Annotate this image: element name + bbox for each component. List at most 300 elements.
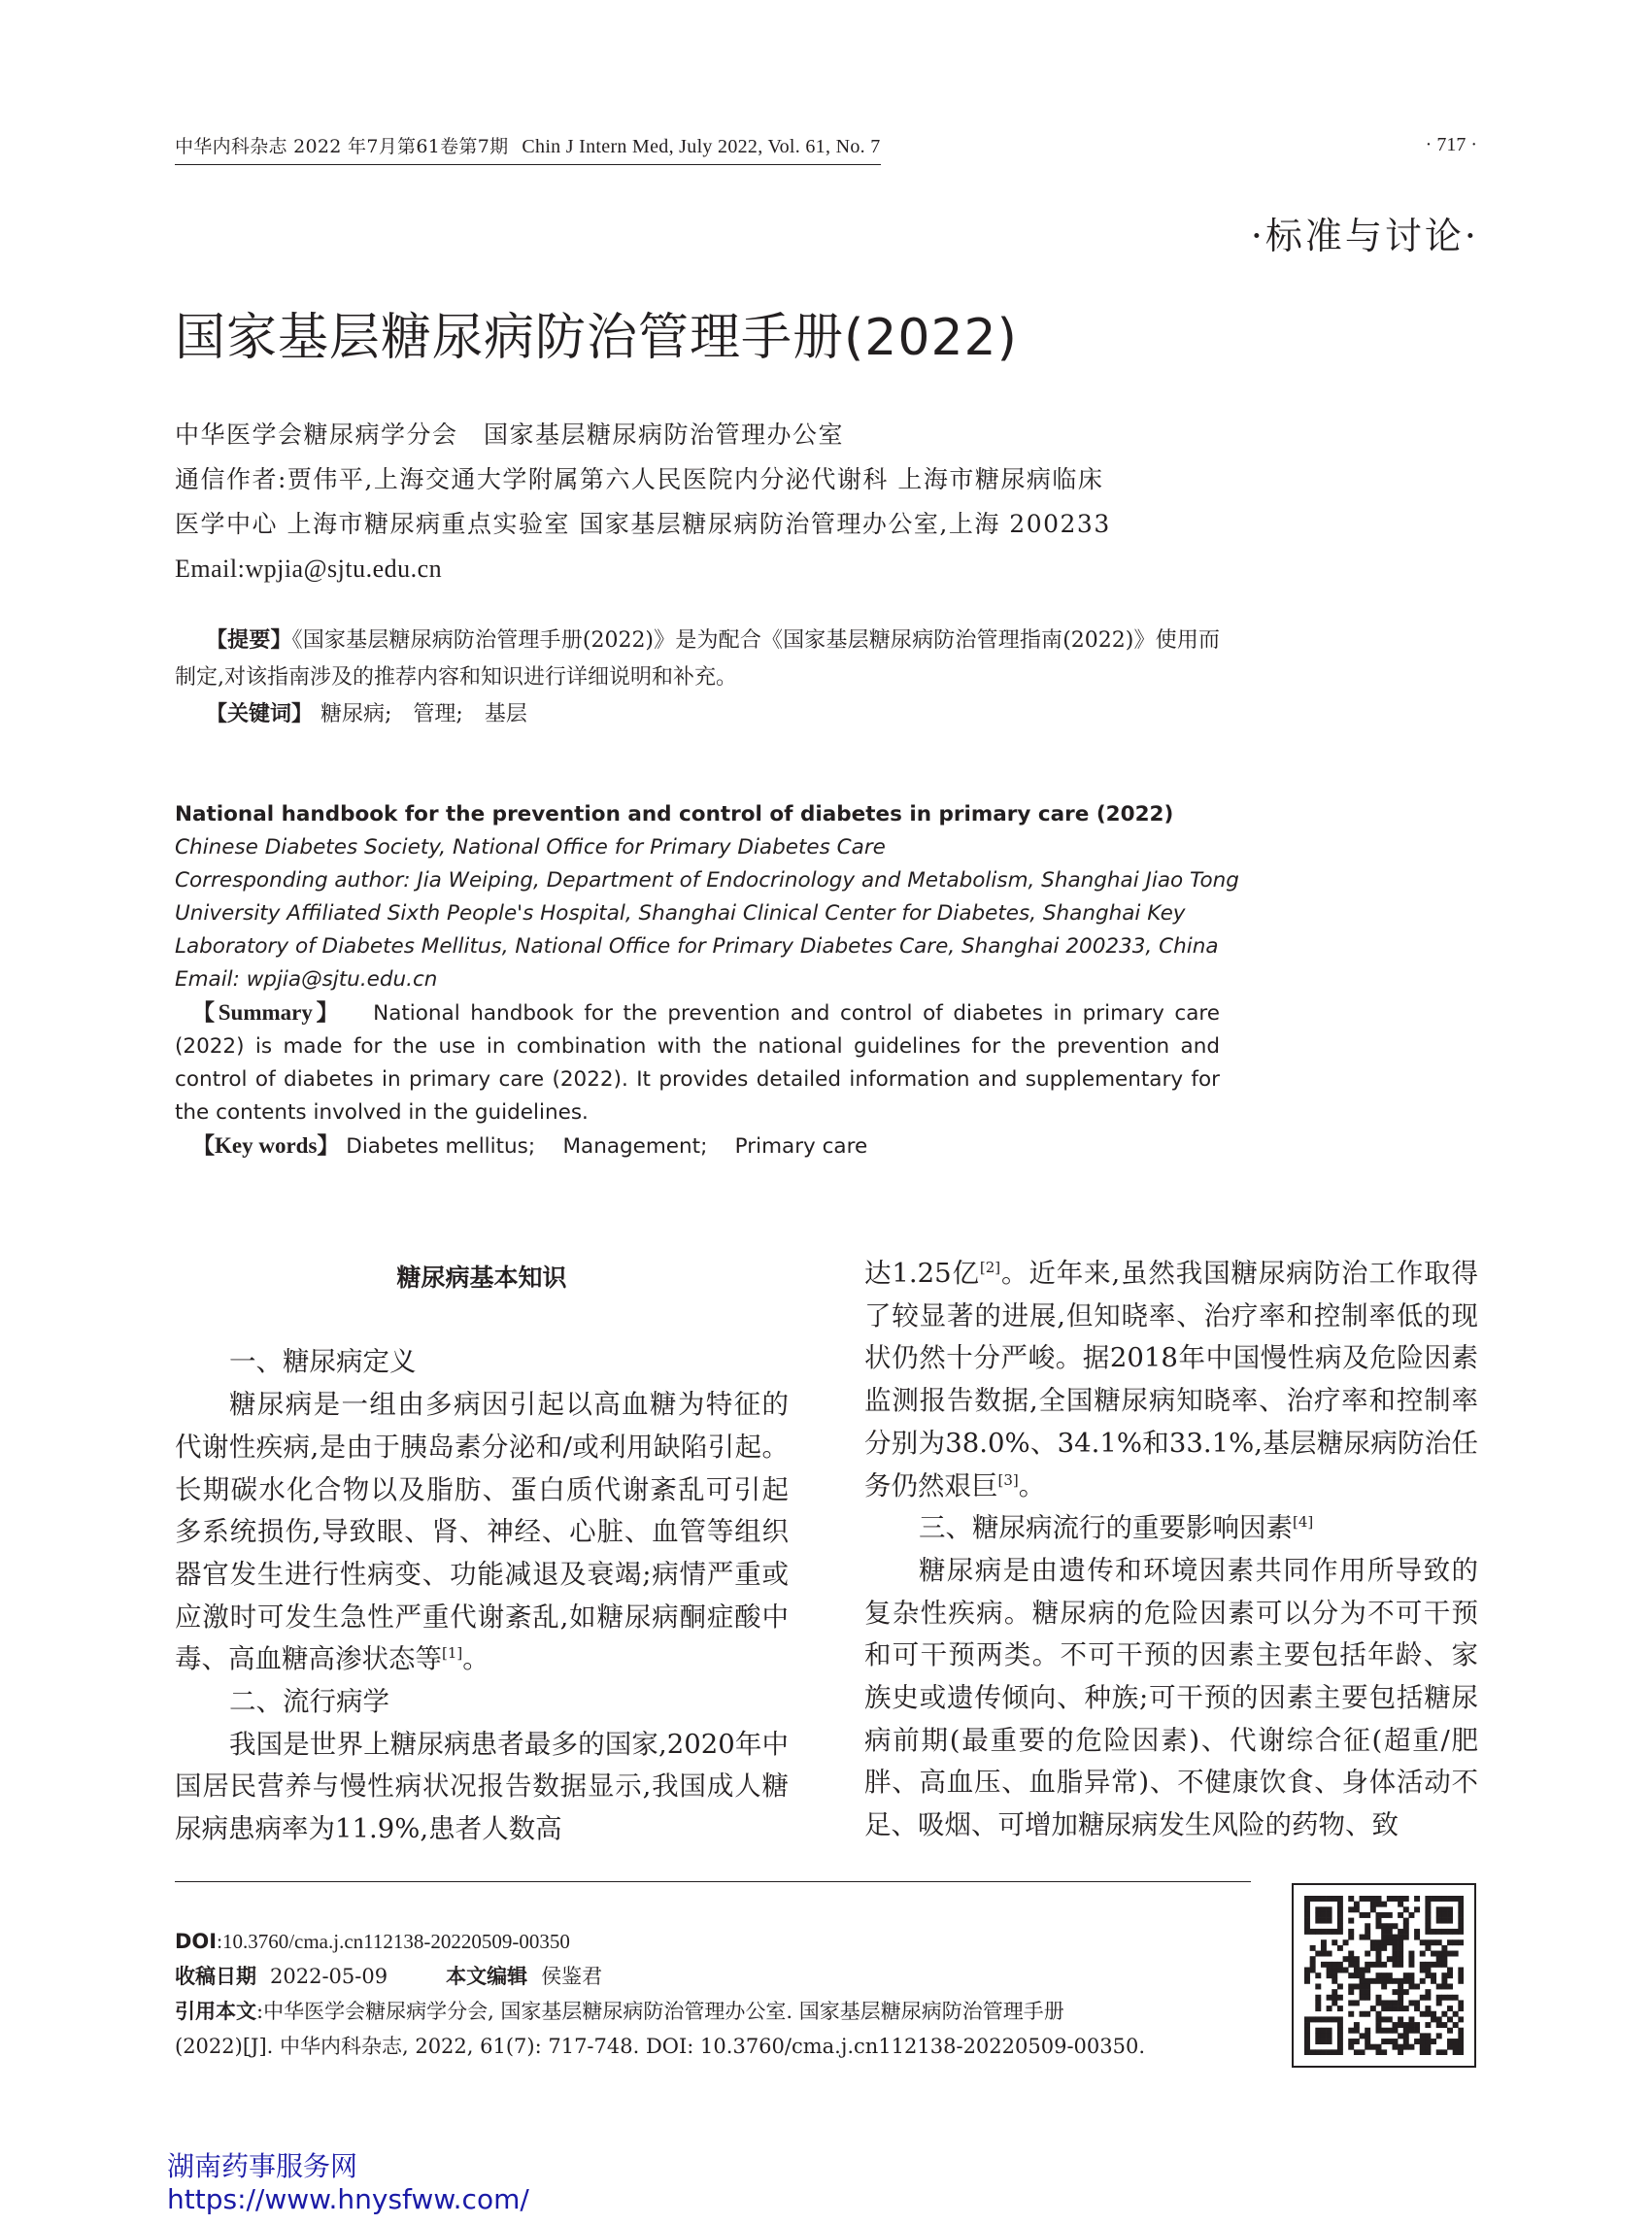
qr-module [1431,1896,1436,1902]
watermark-site-name[interactable]: 湖南药事服务网 [167,2150,358,2182]
qr-module [1398,1929,1403,1935]
qr-module [1436,1896,1442,1902]
qr-module [1392,1962,1398,1968]
qr-module [1354,1962,1360,1968]
qr-module [1436,1995,1442,2001]
qr-module [1315,1912,1321,1918]
qr-module [1354,1983,1360,1989]
qr-module [1381,2006,1387,2011]
abstract-en [175,798,1239,1163]
body-right-column [864,1253,1478,1847]
qr-module [1315,1918,1321,1924]
qr-module [1321,1939,1327,1945]
paragraph-definition [175,1384,789,1681]
qr-module [1348,1906,1354,1912]
qr-module [1436,2022,1442,2028]
qr-module [1408,1972,1414,1978]
qr-module [1365,2011,1370,2017]
qr-module [1420,1939,1426,1945]
qr-module [1441,1951,1447,1957]
watermark-url[interactable]: https://www.hnysfww.com/ [167,2183,529,2215]
qr-module [1447,1983,1453,1989]
qr-module [1321,2049,1327,2055]
qr-module [1376,2016,1382,2022]
qr-module [1431,2016,1436,2022]
qr-module [1310,1968,1316,1973]
paragraph-definition-text: 糖尿病是一组由多病因引起以高血糖为特征的代谢性疾病,是由于胰岛素分泌和/或利用缺陷引起。长期碳水化合物以及脂肪、蛋白质代谢紊乱可引起多系统损伤,导致眼、肾、神经、心脏、血管等组织器官发生进行性病变、功能减退及衰竭;病情严重或应激时可发生急性严重代谢紊乱,如糖尿病酮症酸中毒、高血糖高渗状态等 [175,1389,789,1675]
qr-module [1420,1978,1426,1984]
qr-module [1398,1995,1403,2001]
qr-module [1315,1983,1321,1989]
qr-module [1441,1912,1447,1918]
qr-module [1425,2022,1431,2028]
qr-module [1310,1929,1316,1935]
english-corr-line1: Corresponding author: Jia Weiping, Department of Endocrinology and Metabolism, Shanghai Jiao Tong [175,868,1239,893]
qr-module [1337,1923,1343,1929]
qr-module [1453,2022,1459,2028]
keywords-en [175,1129,1220,1163]
qr-module [1360,2049,1365,2055]
english-corr-line3: Laboratory of Diabetes Mellitus, National Office for Primary Diabetes Care, Shanghai 200233, China [175,934,1219,959]
summary-cn [175,623,1220,696]
qr-module [1315,1896,1321,1902]
qr-module [1381,1962,1387,1968]
subsection-risk-factors-text: 三、糖尿病流行的重要影响因素 [919,1512,1293,1544]
received-line [175,1959,1253,1994]
cite-label: 引用本文 [175,2000,256,2023]
paragraph-epidemiology: 我国是世界上糖尿病患者最多的国家,2020年中国居民营养与慢性病状况报告数据显示,我国成人糖尿病患病率为11.9%,患者人数高 [175,1728,789,1845]
qr-module [1441,1995,1447,2001]
qr-module [1441,1972,1447,1978]
qr-module [1365,1989,1370,1995]
qr-module [1398,1962,1403,1968]
corresponding-author-line1: 通信作者:贾伟平,上海交通大学附属第六人民医院内分泌代谢科 上海市糖尿病临床 [175,465,1104,493]
qr-module [1332,1972,1337,1978]
qr-module [1436,1929,1442,1935]
qr-module [1304,2044,1310,2050]
received-value: 2022-05-09 [270,1965,388,1988]
qr-module [1403,2039,1409,2044]
qr-module [1321,2016,1327,2022]
qr-module [1304,2039,1310,2044]
qr-module [1441,1978,1447,1984]
qr-module [1403,1929,1409,1935]
qr-module [1381,2028,1387,2034]
qr-module [1436,1962,1442,1968]
qr-module [1403,1972,1409,1978]
qr-module [1370,1902,1376,1907]
qr-module [1387,1956,1393,1962]
qr-module [1458,2044,1464,2050]
qr-module [1387,1939,1393,1945]
qr-module [1392,2044,1398,2050]
qr-module [1381,1972,1387,1978]
qr-module [1315,2028,1321,2034]
qr-module [1365,1995,1370,2001]
qr-module [1387,1923,1393,1929]
paragraph-cont-mid: 。近年来,虽然我国糖尿病防治工作取得了较显著的进展,但知晓率、治疗率和控制率低的现状仍然十分严峻。据2018年中国慢性病及危险因素监测报告数据,全国糖尿病知晓率、治疗率和控制率分别为38.0%、34.1%和33.1%,基层糖尿病防治任务仍然艰巨 [864,1258,1478,1501]
qr-module [1453,2044,1459,2050]
qr-module [1332,2049,1337,2055]
qr-module [1436,2049,1442,2055]
qr-module [1370,1906,1376,1912]
qr-module [1447,2039,1453,2044]
watermark[interactable] [167,2150,529,2216]
qr-module [1381,1978,1387,1984]
qr-module [1425,1902,1431,1907]
qr-module [1458,1918,1464,1924]
qr-module [1348,1951,1354,1957]
qr-module [1327,2028,1332,2034]
qr-module [1327,1968,1332,1973]
qr-module [1381,2000,1387,2006]
qr-module [1387,2000,1393,2006]
qr-module [1387,2006,1393,2011]
qr-module [1321,1929,1327,1935]
qr-module [1376,1923,1382,1929]
qr-module [1403,2022,1409,2028]
qr-module [1348,1918,1354,1924]
qr-module [1376,2011,1382,2017]
qr-module [1447,1929,1453,1935]
qr-module [1365,1968,1370,1973]
qr-module [1360,1989,1365,1995]
qr-module [1453,2011,1459,2017]
doi-value: :10.3760/cma.j.cn112138-20220509-00350 [217,1930,570,1953]
editor-label: 本文编辑 [446,1965,528,1988]
qr-module [1321,1906,1327,1912]
qr-module [1420,2039,1426,2044]
qr-module [1425,2033,1431,2039]
qr-module [1408,2022,1414,2028]
received-label: 收稿日期 [175,1965,256,1988]
author-orgs: 中华医学会糖尿病学分会 国家基层糖尿病防治管理办公室 [175,421,845,449]
qr-module [1408,1956,1414,1962]
body-left-column [175,1257,789,1851]
qr-code-graphic [1304,1896,1464,2055]
summary-cn-tag: 【提要】 [206,628,292,653]
qr-module [1420,1968,1426,1973]
qr-module [1392,2028,1398,2034]
qr-module [1436,2016,1442,2022]
page-number: · 717 · [1425,134,1477,155]
qr-module [1348,1896,1354,1902]
qr-module [1387,1912,1393,1918]
qr-module [1348,1983,1354,1989]
qr-module [1343,1939,1349,1945]
qr-module [1458,1906,1464,1912]
qr-module [1414,2000,1420,2006]
summary-en-tag: 【Summary】 [192,1000,343,1025]
qr-module [1392,2039,1398,2044]
qr-module [1354,2022,1360,2028]
qr-module [1381,2049,1387,2055]
qr-module [1327,1896,1332,1902]
qr-module [1425,1995,1431,2001]
section-title: 糖尿病基本知识 [396,1264,567,1292]
qr-module [1398,1951,1403,1957]
qr-module [1447,2006,1453,2011]
qr-module [1381,1945,1387,1951]
qr-module [1425,1945,1431,1951]
qr-module [1354,1968,1360,1973]
qr-module [1332,1939,1337,1945]
qr-module [1447,2028,1453,2034]
qr-module [1337,1902,1343,1907]
qr-module [1332,1968,1337,1973]
qr-module [1414,2022,1420,2028]
qr-module [1392,1896,1398,1902]
citation-2: [2] [979,1259,1001,1276]
qr-module [1376,2000,1382,2006]
paragraph-definition-end: 。 [462,1643,489,1675]
qr-module [1441,1962,1447,1968]
cite-text-line1: :中华医学会糖尿病学分会, 国家基层糖尿病防治管理办公室. 国家基层糖尿病防治管理手册 [256,2000,1064,2023]
qr-module [1458,2039,1464,2044]
qr-module [1453,2049,1459,2055]
qr-module [1370,1896,1376,1902]
qr-module [1304,2033,1310,2039]
qr-module [1304,2022,1310,2028]
qr-module [1381,1923,1387,1929]
qr-module [1453,1951,1459,1957]
qr-module [1403,1896,1409,1902]
qr-module [1332,1896,1337,1902]
qr-module [1360,1896,1365,1902]
qr-module [1453,1995,1459,2001]
qr-module [1403,2044,1409,2050]
qr-module [1360,1968,1365,1973]
summary-en-text: National handbook for the prevention and control of diabetes in primary care (2022) is made for the use in combination with the national guidelines for the prevention and control of diabetes in primary care (2022). It provides detailed information and supplementary for the contents involved in the guidelines. [175,1001,1220,1125]
qr-module [1381,1983,1387,1989]
paragraph-risk-factors: 糖尿病是由遗传和环境因素共同作用所导致的复杂性疾病。糖尿病的危险因素可以分为不可干预和可干预两类。不可干预的因素主要包括年龄、家族史或遗传倾向、种族;可干预的因素主要包括糖尿病前期(最重要的危险因素)、代谢综合征(超重/肥胖、高血压、血脂异常)、不健康饮食、身体活动不足、吸烟、可增加糖尿病发生风险的药物、致 [864,1554,1478,1841]
qr-module [1398,1896,1403,1902]
qr-module [1387,1929,1393,1935]
qr-module [1332,1995,1337,2001]
qr-module [1348,2044,1354,2050]
qr-module [1458,2033,1464,2039]
qr-module [1408,1962,1414,1968]
qr-module [1414,1935,1420,1940]
qr-module [1436,1912,1442,1918]
qr-module [1436,2033,1442,2039]
qr-module [1431,1962,1436,1968]
keywords-cn-tag: 【关键词】 [206,702,314,726]
qr-module [1348,1935,1354,1940]
qr-module [1425,1929,1431,1935]
qr-module [1458,2049,1464,2055]
qr-module [1398,2049,1403,2055]
qr-module [1420,1951,1426,1957]
qr-module [1420,2011,1426,2017]
qr-module [1408,2016,1414,2022]
qr-module [1304,1912,1310,1918]
qr-module [1447,1918,1453,1924]
qr-module [1431,1951,1436,1957]
qr-module [1365,2044,1370,2050]
qr-module [1376,1995,1382,2001]
qr-module [1420,1995,1426,2001]
qr-module [1315,1995,1321,2001]
qr-module [1327,1951,1332,1957]
qr-module [1381,1929,1387,1935]
column-name: ·标准与讨论· [1250,215,1479,257]
qr-module [1337,1995,1343,2001]
qr-module [1398,1989,1403,1995]
qr-module [1431,1939,1436,1945]
qr-module [1392,1939,1398,1945]
qr-module [1398,2033,1403,2039]
qr-module [1425,1989,1431,1995]
qr-module [1310,1962,1316,1968]
qr-module [1304,1923,1310,1929]
qr-module [1337,1968,1343,1973]
qr-module [1398,2016,1403,2022]
qr-module [1403,1935,1409,1940]
qr-module [1441,2011,1447,2017]
qr-module [1425,2049,1431,2055]
qr-module [1408,2000,1414,2006]
qr-module [1348,1972,1354,1978]
qr-module [1304,1918,1310,1924]
qr-module [1392,2022,1398,2028]
qr-module [1392,1989,1398,1995]
qr-module [1327,1972,1332,1978]
qr-module [1408,2028,1414,2034]
keywords-cn-text: 糖尿病; 管理; 基层 [320,702,527,726]
qr-module [1376,1956,1382,1962]
qr-module [1337,1945,1343,1951]
english-corr-line2: University Affiliated Sixth People's Hospital, Shanghai Clinical Center for Diabetes, Shanghai Key [175,901,1186,926]
author-email: Email:wpjia@sjtu.edu.cn [175,555,443,583]
english-orgs: Chinese Diabetes Society, National Office for Primary Diabetes Care [175,835,886,860]
qr-module [1398,1978,1403,1984]
qr-module [1365,1983,1370,1989]
citation-1: [1] [442,1644,463,1663]
qr-module [1414,1896,1420,1902]
qr-module [1458,2006,1464,2011]
qr-module [1425,1918,1431,1924]
qr-module [1447,1906,1453,1912]
summary-en [175,996,1220,1129]
qr-module [1392,1978,1398,1984]
qr-module [1337,2016,1343,2022]
qr-module [1453,1939,1459,1945]
qr-module [1403,2033,1409,2039]
qr-module [1315,1951,1321,1957]
summary-cn-text: 《国家基层糖尿病防治管理手册(2022)》是为配合《国家基层糖尿病防治管理指南(2022)》使用而制定,对该指南涉及的推荐内容和知识进行详细说明和补充。 [175,628,1220,690]
qr-module [1310,1945,1316,1951]
qr-module [1425,1972,1431,1978]
keywords-en-tag: 【Key words】 [192,1133,340,1158]
qr-module [1381,1902,1387,1907]
qr-module [1458,2028,1464,2034]
qr-module [1370,1939,1376,1945]
qr-module [1387,1972,1393,1978]
qr-module [1414,2039,1420,2044]
qr-module [1408,1978,1414,1984]
qr-module [1398,1956,1403,1962]
qr-module [1327,1995,1332,2001]
citation-4: [4] [1293,1513,1314,1532]
doi-label: DOI [175,1930,218,1953]
qr-module [1348,2000,1354,2006]
qr-module [1321,1945,1327,1951]
qr-module [1425,2006,1431,2011]
qr-module [1365,1962,1370,1968]
qr-module [1337,1929,1343,1935]
qr-module [1332,1962,1337,1968]
qr-module [1441,1945,1447,1951]
qr-module [1453,1929,1459,1935]
qr-module [1304,1906,1310,1912]
qr-module [1392,1951,1398,1957]
qr-module [1315,2006,1321,2011]
qr-module [1348,1956,1354,1962]
qr-module [1408,1912,1414,1918]
qr-module [1458,1923,1464,1929]
qr-module [1337,2044,1343,2050]
qr-module [1337,2039,1343,2044]
qr-module [1425,1968,1431,1973]
qr-module [1381,1912,1387,1918]
qr-module [1315,1972,1321,1978]
qr-module [1337,1918,1343,1924]
abstract-cn [175,623,1220,733]
qr-module [1381,2016,1387,2022]
qr-module [1370,2006,1376,2011]
qr-module [1365,1912,1370,1918]
qr-module [1348,2011,1354,2017]
english-title: National handbook for the prevention and control of diabetes in primary care (2022) [175,802,1174,826]
qr-module [1381,2039,1387,2044]
qr-module [1348,2039,1354,2044]
qr-module [1321,1918,1327,1924]
qr-module [1304,1972,1310,1978]
qr-module [1458,1896,1464,1902]
qr-module [1398,1902,1403,1907]
qr-module [1315,2039,1321,2044]
qr-module [1370,1978,1376,1984]
qr-module [1425,1962,1431,1968]
qr-module [1327,2039,1332,2044]
qr-module [1403,1989,1409,1995]
qr-module [1376,1896,1382,1902]
qr-module [1425,2011,1431,2017]
qr-module [1425,1939,1431,1945]
qr-module [1348,1962,1354,1968]
qr-module [1392,2000,1398,2006]
qr-module [1436,1956,1442,1962]
qr-module [1321,2033,1327,2039]
qr-module [1327,1906,1332,1912]
qr-module [1431,2011,1436,2017]
footnote-block [175,1924,1253,2064]
qr-module [1327,2049,1332,2055]
qr-module [1425,1896,1431,1902]
journal-info-en: Chin J Intern Med, July 2022, Vol. 61, No. 7 [522,136,881,157]
qr-module [1321,2028,1327,2034]
qr-module [1376,1951,1382,1957]
qr-module [1354,2039,1360,2044]
qr-module [1348,1929,1354,1935]
qr-module [1321,1962,1327,1968]
qr-module [1304,1929,1310,1935]
keywords-cn [175,696,1220,733]
qr-module [1392,1956,1398,1962]
qr-module [1381,1939,1387,1945]
qr-module [1420,2044,1426,2050]
